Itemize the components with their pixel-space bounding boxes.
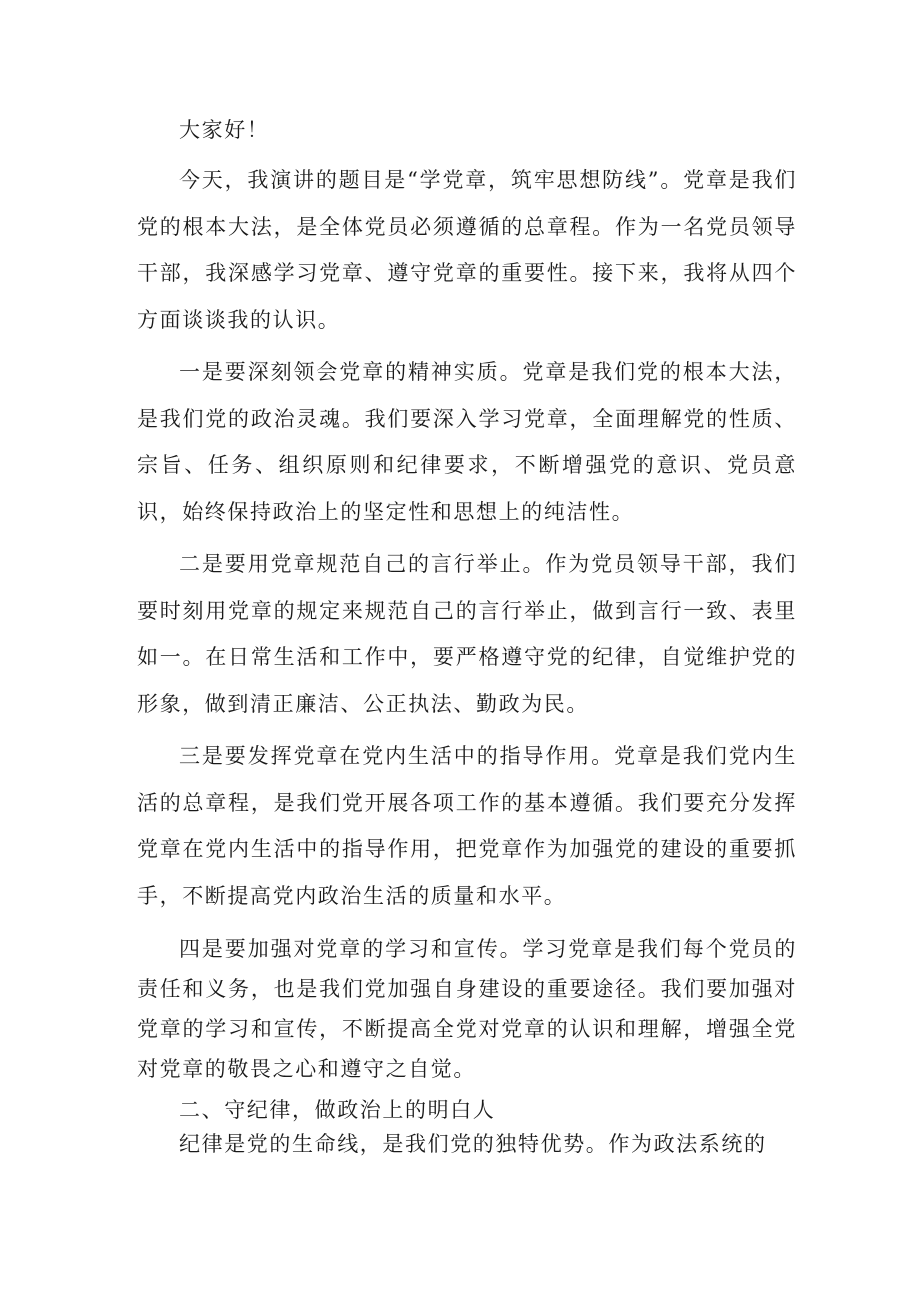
intro-paragraph: 今天，我演讲的题目是“学党章，筑牢思想防线”。党章是我们党的根本大法，是全体党员必须遵循的总章程。作为一名党员领导干部，我深感学习党章、遵守党章的重要性。接下来，我将从四个方面谈谈我的认识。 bbox=[137, 168, 797, 332]
point-three-paragraph: 三是要发挥党章在党内生活中的指导作用。党章是我们党内生活的总章程，是我们党开展各项工作的基本遵循。我们要充分发挥党章在党内生活中的指导作用，把党章作为加强党的建设的重要抓手，不断提高党内政治生活的质量和水平。 bbox=[137, 744, 797, 908]
section-heading: 二、守纪律，做政治上的明白人 bbox=[179, 1098, 496, 1122]
greeting-paragraph: 大家好！ bbox=[179, 118, 270, 142]
discipline-paragraph: 纪律是党的生命线，是我们党的独特优势。作为政法系统的 bbox=[179, 1132, 767, 1156]
point-four-paragraph: 四是要加强对党章的学习和宣传。学习党章是我们每个党员的责任和义务，也是我们党加强自身建设的重要途径。我们要加强对党章的学习和宣传，不断提高全党对党章的认识和理解，增强全党对党章的敬畏之心和遵守之自觉。 bbox=[137, 937, 797, 1081]
point-two-paragraph: 二是要用党章规范自己的言行举止。作为党员领导干部，我们要时刻用党章的规定来规范自己的言行举止，做到言行一致、表里如一。在日常生活和工作中，要严格遵守党的纪律，自觉维护党的形象，做到清正廉洁、公正执法、勤政为民。 bbox=[137, 552, 797, 716]
point-one-paragraph: 一是要深刻领会党章的精神实质。党章是我们党的根本大法，是我们党的政治灵魂。我们要深入学习党章，全面理解党的性质、宗旨、任务、组织原则和纪律要求，不断增强党的意识、党员意识，始终保持政治上的坚定性和思想上的纯洁性。 bbox=[137, 360, 797, 524]
